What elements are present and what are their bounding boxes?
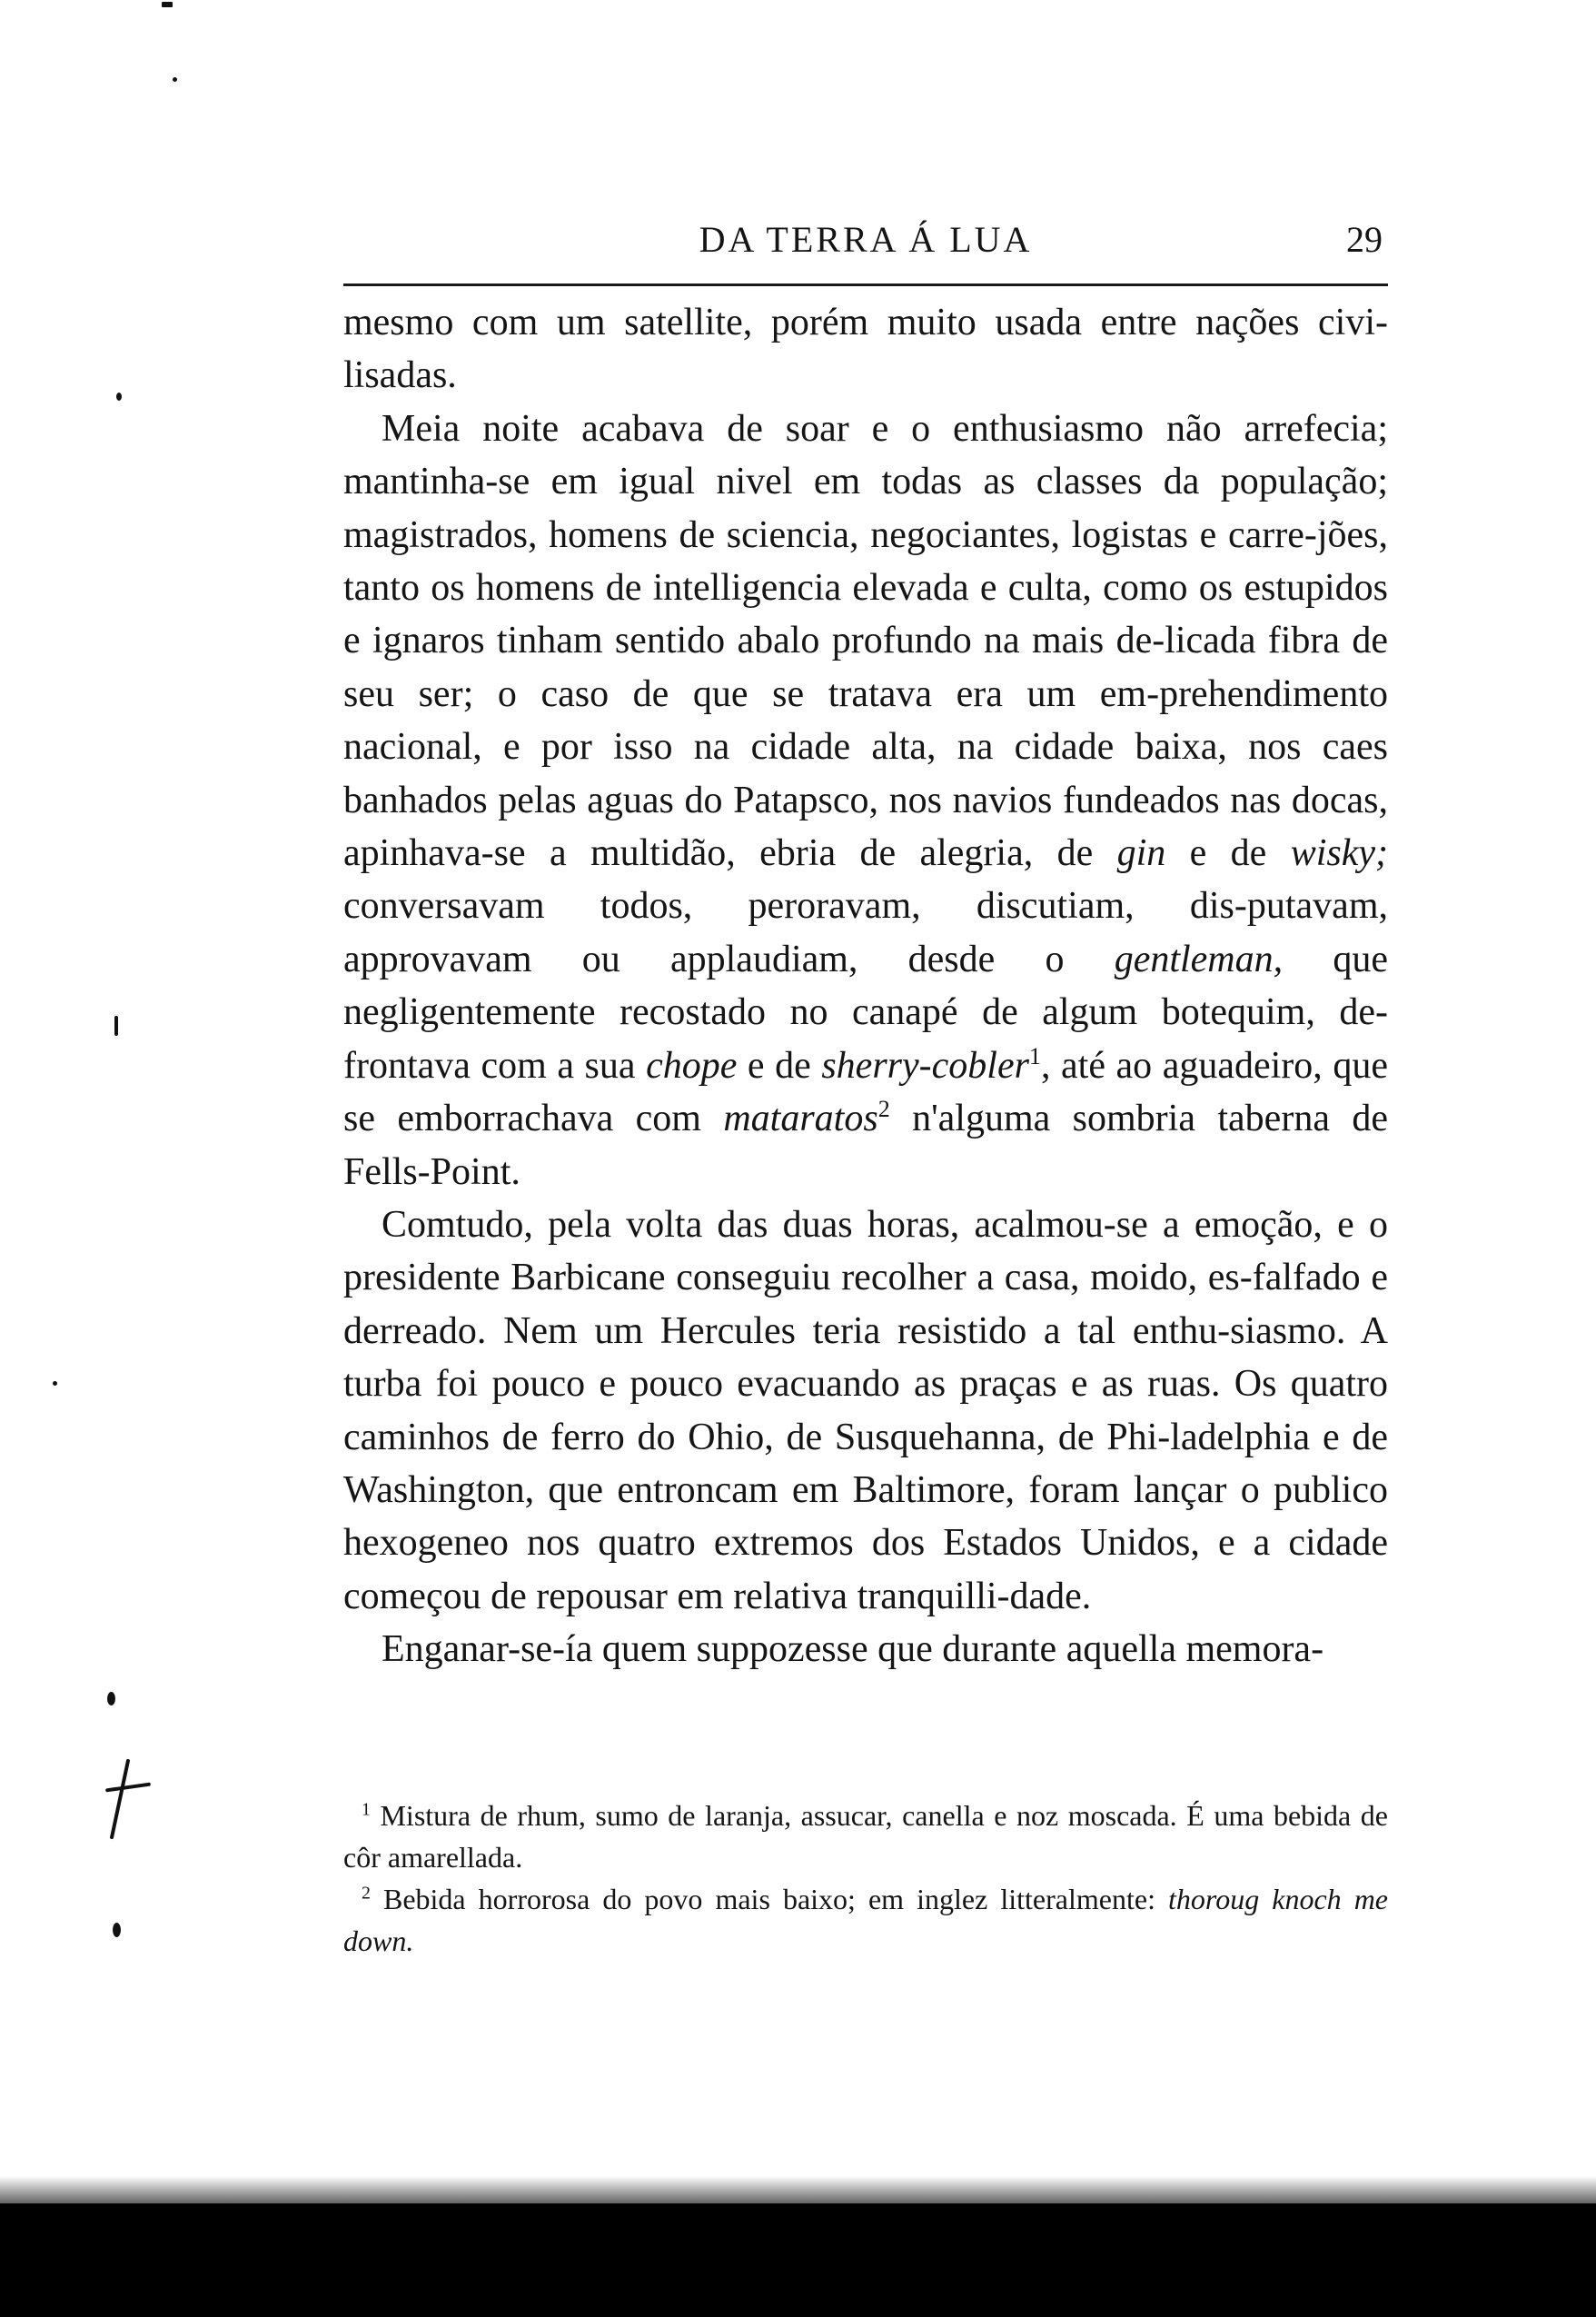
footnote-ref-2: 2	[877, 1096, 890, 1123]
word-wisky: wisky;	[1290, 832, 1388, 875]
footnote-2-english: thoroug knoch me down.	[343, 1883, 1389, 1957]
word-chope: chope	[646, 1044, 738, 1087]
speck	[116, 393, 122, 401]
speck	[107, 1692, 115, 1705]
word-sherry-cobler: sherry-cobler	[821, 1044, 1029, 1087]
paragraph-2-text-a: Meia noite acabava de soar e o enthusiasmo não arrefecia; mantinha-se em igual nivel em todas as classes da população; magistrados, homens de sciencia, negociantes, logistas e carre-jões, tanto os homens de intelligencia elevada e culta, como os estupidos e ignaros tinham sentido abalo profundo na mais de-licada fibra de seu ser; o caso de que se tratava era um em-prehendimento nacional, e por isso na cidade alta, na cidade baixa, nos caes banhados pelas aguas do Patapsco, nos navios fundeados nas docas, apinhava-se a multidão, ebria de alegria, de	[343, 407, 1388, 875]
speck	[113, 1923, 121, 1937]
footnote-2-text: Bebida horrorosa do povo mais baixo; em inglez litteralmente:	[370, 1883, 1169, 1915]
paragraph-3: Comtudo, pela volta das duas horas, acalmou-se a emoção, e o presidente Barbicane conseguiu recolher a casa, moido, es-falfado e derreado. Nem um Hercules teria resistido a tal enthu-siasmo. A turba foi pouco e pouco evacuando as praças e as ruas. Os quatro caminhos de ferro do Ohio, de Susquehanna, de Phi-ladelphia e de Washington, que entroncam em Baltimore, foram lançar o publico hexogeneo nos quatro extremos dos Estados Unidos, e a cidade começou de repousar em relativa tranquilli-dade.	[343, 1203, 1388, 1617]
speck	[53, 1381, 57, 1386]
running-title: DA TERRA Á LUA	[699, 219, 1033, 260]
paragraph-2-text-f: , até ao aguadeiro, que se emborrachava com	[343, 1044, 1388, 1140]
footnote-2-marker: 2	[362, 1883, 371, 1904]
page-number: 29	[1346, 219, 1383, 260]
paragraph-2-text-d: que negligentemente recostado no canapé de algum botequim, de-frontava com a sua	[343, 938, 1388, 1087]
footnote-1	[343, 1795, 1388, 1878]
footnote-1-marker: 1	[362, 1799, 371, 1820]
paragraph-1-line-1: mesmo com um satellite, porém muito usada entre nações civi-	[343, 302, 1388, 343]
paragraph-2-text-b: e de	[1165, 832, 1291, 875]
footnote-1-text: Mistura de rhum, sumo de laranja, assucar, canella e noz moscada. É uma bebida de côr amarellada.	[343, 1799, 1388, 1874]
paragraph-2-text-g: n'alguma sombria taberna de Fells-Point.	[343, 1098, 1388, 1193]
paragraph-2-text-e: e de	[737, 1044, 822, 1087]
word-mataratos: mataratos	[723, 1098, 878, 1140]
paragraph-2	[343, 403, 1388, 1198]
header-rule	[343, 283, 1388, 286]
speck	[162, 2, 173, 7]
footnotes	[343, 1795, 1388, 1962]
footnote-2	[343, 1878, 1388, 1962]
footnote-ref-1: 1	[1028, 1042, 1041, 1069]
word-gentleman: gentleman,	[1114, 938, 1284, 980]
scan-shadow	[0, 2203, 1596, 2317]
paragraph-2-text-c: conversavam todos, peroravam, discutiam, dis-putavam, approvavam ou applaudiam, desde o	[343, 885, 1388, 980]
body-text	[343, 296, 1388, 1676]
speck	[114, 1016, 118, 1036]
speck	[105, 1783, 151, 1793]
page-header	[343, 211, 1388, 274]
word-gin: gin	[1116, 832, 1166, 875]
paragraph-4: Enganar-se-ía quem suppozesse que durante aquella memora-	[382, 1628, 1324, 1671]
speck	[173, 77, 177, 82]
paragraph-1-line-2: lisadas.	[343, 354, 457, 397]
speck	[110, 1759, 131, 1840]
